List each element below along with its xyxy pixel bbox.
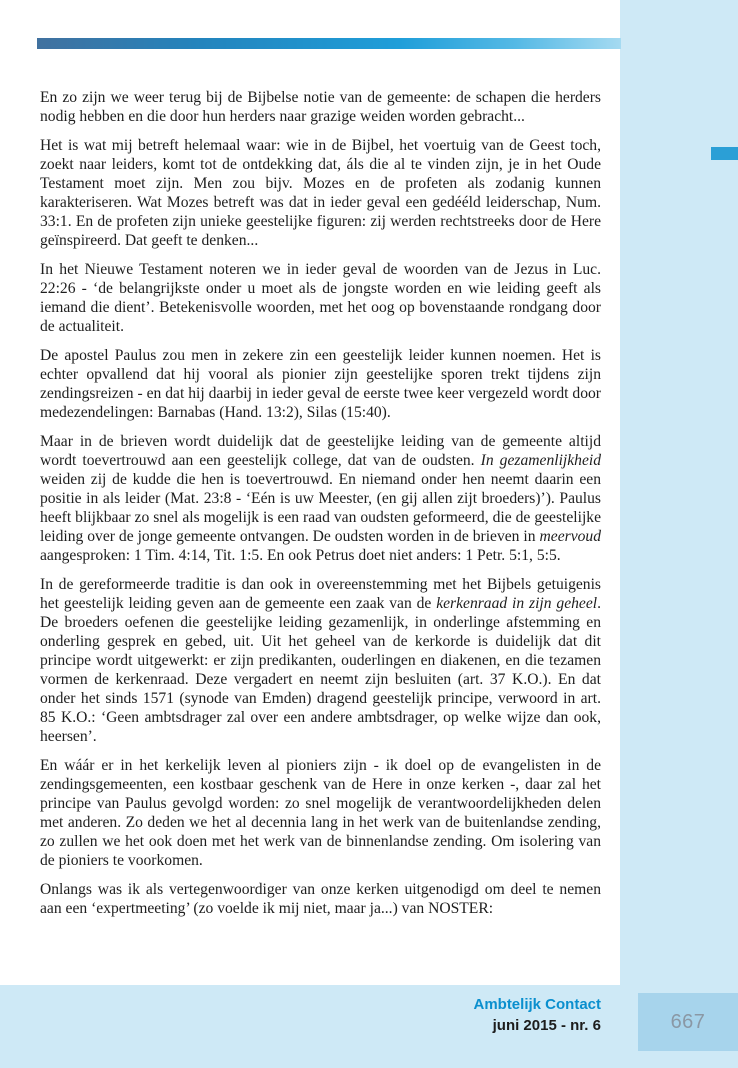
- paragraph: Het is wat mij betreft helemaal waar: wie in de Bijbel, het voertuig van de Geest toch, zoekt naar leiders, komt tot de ontdekking dat, áls die al te vinden zijn, je in het Oude Testament moet zijn. Men zou bijv. Mozes en de profeten als zodanig kunnen karakteriseren. Wat Mozes betreft was dat in ieder geval een gedééld leiderschap, Num. 33:1. En de profeten zijn unieke geestelijke figuren: zij werden rechtstreeks door de Here geïnspireerd. Dat geeft te denken...: [40, 137, 601, 249]
- top-accent-bar: [37, 38, 621, 49]
- page-number: 667: [670, 1010, 706, 1033]
- paragraph: Onlangs was ik als vertegenwoordiger van onze kerken uitgenodigd om deel te nemen aan een ‘expertmeeting’ (zo voelde ik mij niet, maar ja...) van NOSTER:: [40, 881, 601, 917]
- paragraph: En zo zijn we weer terug bij de Bijbelse notie van de gemeente: de schapen die herders nodig hebben en die door hun herders naar grazige weiden worden gebracht...: [40, 89, 601, 125]
- right-edge-tab: [711, 147, 738, 160]
- right-sidebar-band: [620, 0, 738, 1068]
- paragraph: Maar in de brieven wordt duidelijk dat de geestelijke leiding van de gemeente altijd wordt toevertrouwd aan een geestelijk college, dat van de oudsten. In gezamenlijkheid weiden zij de kudde die hen is toevertrouwd. En niemand onder hen neemt daarin een positie in als leider (Mat. 23:8 - ‘Eén is uw Meester, (en gij allen zijt broeders)’). Paulus heeft blijkbaar zo snel als mogelijk is een raad van oudsten geformeerd, die de geestelijke leiding over de jonge gemeente ontvangen. De oudsten worden in de brieven in meervoud aangesproken: 1 Tim. 4:14, Tit. 1:5. En ook Petrus doet niet anders: 1 Petr. 5:1, 5:5.: [40, 433, 602, 564]
- page-number-box: [638, 993, 738, 1051]
- paragraph: De apostel Paulus zou men in zekere zin een geestelijk leider kunnen noemen. Het is echter opvallend dat hij vooral als pionier zijn geestelijke sporen trekt tijdens zijn zendingsreizen - en dat hij daarbij in ieder geval de eerste twee keer vergezeld wordt door medezendelingen: Barnabas (Hand. 13:2), Silas (15:40).: [40, 347, 601, 421]
- paragraph: En wáár er in het kerkelijk leven al pioniers zijn - ik doel op de evangelisten in de zendingsgemeenten, een kostbaar geschenk van de Here in onze kerken -, daar zal het principe van Paulus gevolgd worden: zo snel mogelijk de verantwoordelijkheden delen met anderen. Zo deden we het al decennia lang in het werk van de buitenlandse zending, zo zullen we het ook doen met het werk van de binnenlandse zending. Om isolering van de pioniers te voorkomen.: [40, 757, 601, 869]
- issue-date: juni 2015 - nr. 6: [492, 1017, 601, 1034]
- footer-meta: [240, 994, 601, 1036]
- article-body: [40, 88, 601, 928]
- journal-title: Ambtelijk Contact: [473, 996, 601, 1013]
- paragraph: In de gereformeerde traditie is dan ook in overeenstemming met het Bijbels getuigenis het geestelijk leiding geven aan de gemeente een zaak van de kerkenraad in zijn geheel. De broeders oefenen die geestelijke leiding gezamenlijk, in onderlinge afstemming en onderling gesprek en gebed, uit. Uit het geheel van de kerkorde is duidelijk dat dit principe wordt uitgewerkt: er zijn predikanten, ouderlingen en diakenen, en die tezamen vormen de kerkenraad. Deze vergadert en neemt zijn besluiten (art. 37 K.O.). En dat onder het sinds 1571 (synode van Emden) dragend geestelijk principe, verwoord in art. 85 K.O.: ‘Geen ambtsdrager zal over een andere ambtsdrager, op welke wijze dan ook, heersen’.: [40, 576, 601, 745]
- paragraph: In het Nieuwe Testament noteren we in ieder geval de woorden van de Jezus in Luc. 22:26 - ‘de belangrijkste onder u moet als de jongste worden en wie leiding geeft als iemand die dient’. Betekenisvolle woorden, met het oog op bovenstaande rondgang door de actualiteit.: [40, 261, 601, 335]
